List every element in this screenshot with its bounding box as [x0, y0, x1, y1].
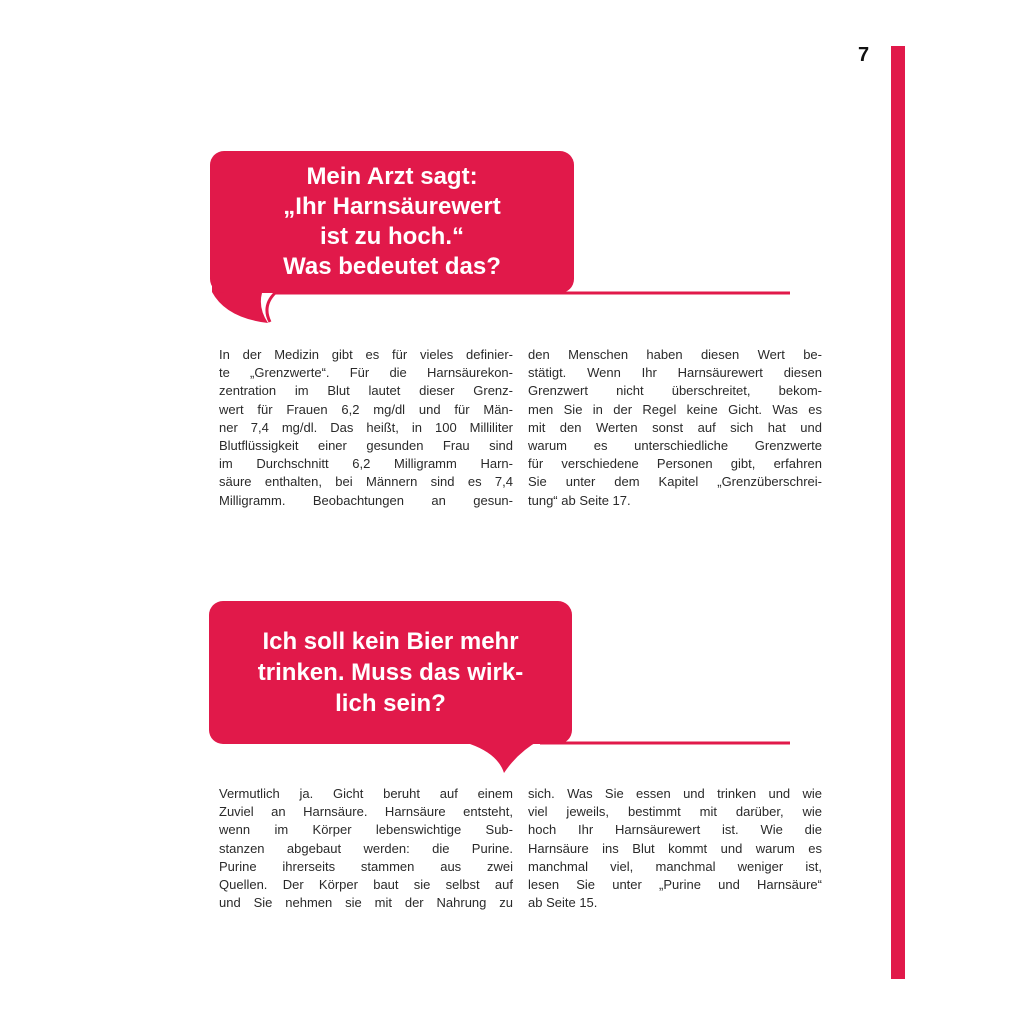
body-text-line: Harnsäure ins Blut kommt und warum es [528, 840, 822, 856]
body-text-line: für verschiedene Personen gibt, erfahren [528, 456, 822, 472]
body-text-line: manchmal viel, manchmal weniger ist, [528, 858, 822, 874]
body-text-line: tung“ ab Seite 17. [528, 492, 631, 508]
body-text-line: ab Seite 15. [528, 895, 598, 911]
body-text-line: im Durchschnitt 6,2 Milligramm Harn- [219, 456, 513, 472]
body-text-line: viel jeweils, bestimmt mit darüber, wie [528, 804, 822, 820]
body-text-line: warum es unterschiedliche Grenzwerte [528, 437, 822, 453]
page-number: 7 [858, 44, 870, 66]
body-text-line: Blutflüssigkeit einer gesunden Frau sind [219, 437, 513, 453]
body-text-line: zentration im Blut lautet dieser Grenz- [219, 383, 513, 399]
body-text-line: ner 7,4 mg/dl. Das heißt, in 100 Milliliter [219, 419, 513, 435]
speech-bubble-tail-2 [470, 740, 540, 773]
body-text-line: Vermutlich ja. Gicht beruht auf einem [219, 786, 513, 801]
speech-bubble-curve-1 [267, 293, 790, 322]
body-text-line: und Sie nehmen sie mit der Nahrung zu [219, 895, 513, 911]
heading-line: Ich soll kein Bier mehr [262, 628, 519, 655]
heading-line: „Ihr Harnsäurewert [283, 193, 501, 220]
body-text-line: wenn im Körper lebenswichtige Sub- [219, 822, 513, 838]
body-text-line: Grenzwert nicht überschreitet, bekom- [528, 383, 822, 399]
body-text-line: hoch Ihr Harnsäurewert ist. Wie die [528, 822, 822, 838]
section-2-column-left [219, 785, 513, 912]
body-text-line: Sie unter dem Kapitel „Grenzüberschrei- [528, 474, 822, 490]
heading-line: Was bedeutet das? [283, 253, 501, 280]
body-text-line: stanzen abgebaut werden: die Purine. [219, 840, 513, 856]
section-2-column-right [528, 785, 822, 912]
body-text-line: Milligramm. Beobachtungen an gesun- [219, 492, 513, 508]
body-text-line: sich. Was Sie essen und trinken und wie [528, 786, 822, 801]
section-1-column-left [219, 346, 513, 510]
body-text-line: te „Grenzwerte“. Für die Harnsäurekon- [219, 365, 513, 381]
section-heading-bubble-2 [209, 601, 572, 744]
body-text-line: stätigt. Wenn Ihr Harnsäurewert diesen [528, 365, 822, 381]
heading-line: lich sein? [335, 690, 446, 717]
body-text-line: Quellen. Der Körper baut sie selbst auf [219, 876, 513, 892]
body-text-line: men Sie in der Regel keine Gicht. Was es [528, 401, 822, 417]
body-text-line: lesen Sie unter „Purine und Harnsäure“ [528, 876, 822, 892]
heading-line: ist zu hoch.“ [320, 223, 464, 250]
body-text-line: den Menschen haben diesen Wert be- [528, 347, 822, 362]
body-text-line: säure enthalten, bei Männern sind es 7,4 [219, 474, 513, 490]
body-text-line: mit den Werten sonst auf sich hat und [528, 419, 822, 435]
heading-line: trinken. Muss das wirk- [257, 659, 524, 686]
body-text-line: Zuviel an Harnsäure. Harnsäure entsteht, [219, 804, 513, 820]
heading-line: Mein Arzt sagt: [306, 163, 478, 190]
body-text-line: Purine ihrerseits stammen aus zwei [219, 858, 513, 874]
body-text-line: In der Medizin gibt es für vieles definier- [219, 347, 513, 362]
body-text-line: wert für Frauen 6,2 mg/dl und für Män- [219, 401, 513, 417]
section-heading-bubble-1 [210, 151, 574, 293]
section-1-column-right [528, 346, 822, 510]
